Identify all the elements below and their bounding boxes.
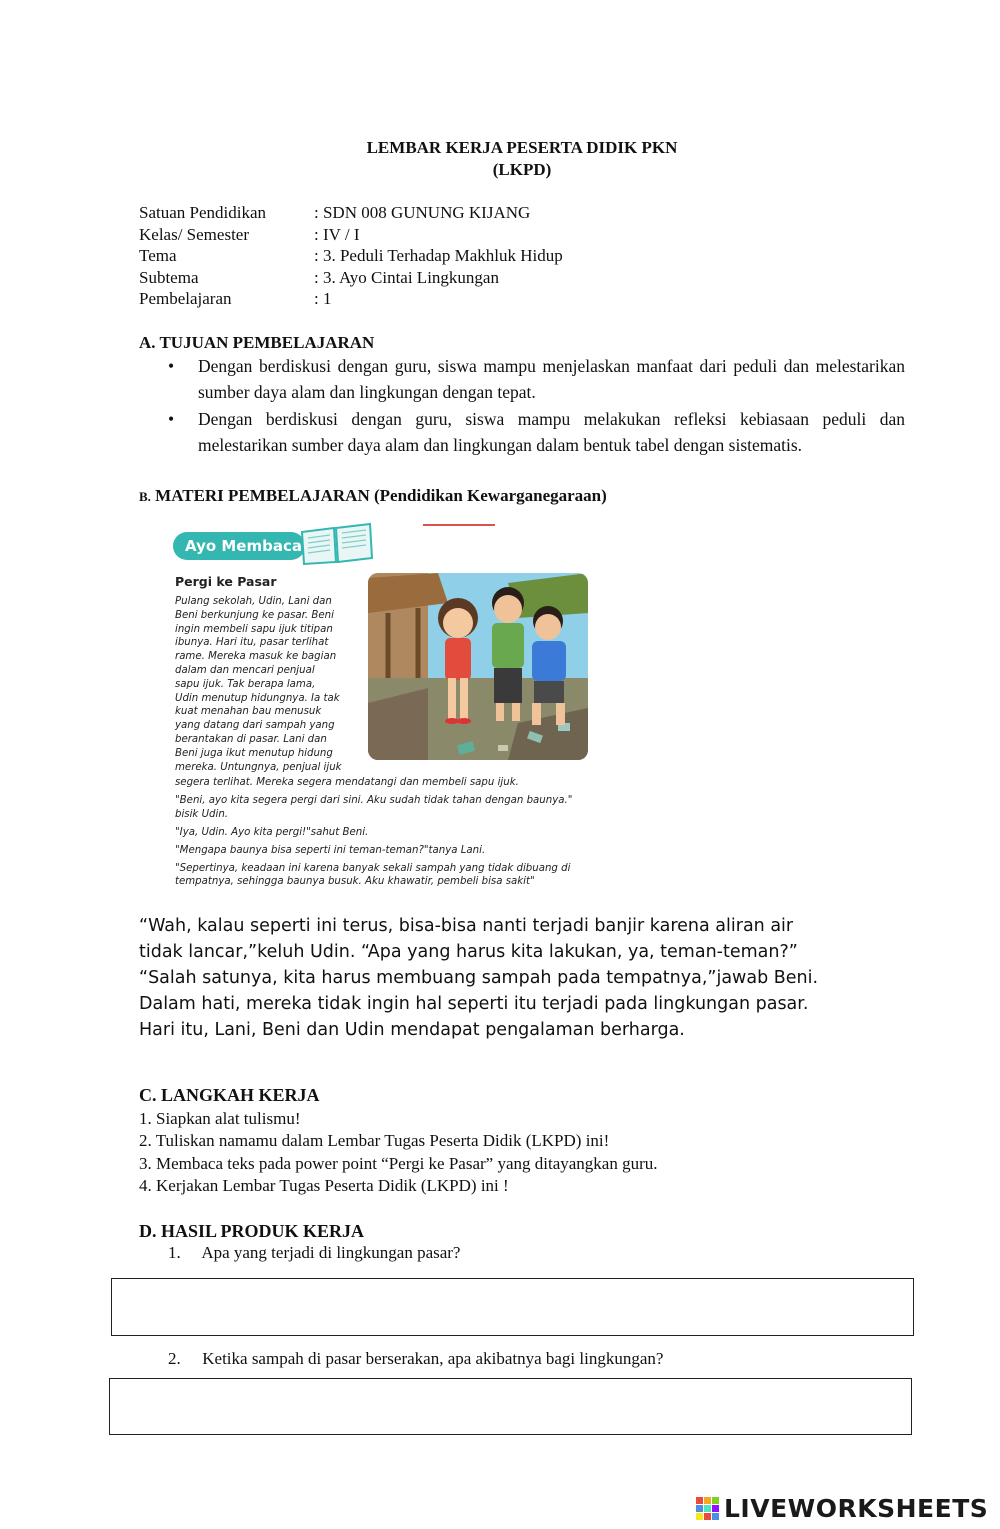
step-item: 4. Kerjakan Lembar Tugas Peserta Didik (LKPD) ini ! — [139, 1176, 509, 1195]
step-item: 1. Siapkan alat tulismu! — [139, 1109, 301, 1128]
step-item: 3. Membaca teks pada power point “Pergi ke Pasar” yang ditayangkan guru. — [139, 1154, 658, 1173]
section-b-title: MATERI PEMBELAJARAN (Pendidikan Kewarganegaraan) — [155, 486, 607, 505]
section-a-heading: A. TUJUAN PEMBELAJARAN — [139, 333, 375, 352]
objective-text: Dengan berdiskusi dengan guru, siswa mampu menjelaskan manfaat dari peduli dan melestarikan sumber daya alam dan lingkungan dengan tepat. — [198, 356, 905, 402]
narrative-text — [139, 913, 859, 1043]
identity-label: Pembelajaran — [139, 289, 232, 308]
identity-row — [139, 288, 739, 310]
question-item — [168, 1349, 663, 1369]
story-line: kuat menahan bau menusuk — [175, 706, 322, 718]
section-b-prefix: B. — [139, 489, 151, 504]
story-line: dalam dan mencari penjual — [175, 664, 315, 676]
open-book-icon — [298, 522, 376, 566]
identity-value: : 3. Ayo Cintai Lingkungan — [314, 268, 499, 287]
section-d-heading: D. HASIL PRODUK KERJA — [139, 1221, 365, 1241]
story-line: Beni berkunjung ke pasar. Beni — [175, 609, 334, 621]
story-line: Udin menutup hidungnya. Ia tak — [175, 692, 340, 704]
identity-value: : 3. Peduli Terhadap Makhluk Hidup — [314, 246, 563, 265]
reading-excerpt — [170, 518, 590, 898]
section-c-heading: C. LANGKAH KERJA — [139, 1085, 320, 1105]
liveworksheets-logo — [696, 1494, 996, 1524]
market-illustration — [368, 573, 588, 760]
story-line: Beni juga ikut menutup hidung — [175, 747, 333, 759]
objective-item — [168, 353, 905, 405]
liveworksheets-logo-text: LIVEWORKSHEETS — [724, 1494, 989, 1523]
document-subtitle: (LKPD) — [492, 160, 552, 179]
story-line: rame. Mereka masuk ke bagian — [175, 651, 337, 663]
identity-value: : 1 — [314, 289, 332, 308]
identity-value: : IV / I — [314, 225, 360, 244]
question-number: 2. — [168, 1349, 181, 1368]
ayo-membaca-badge: Ayo Membaca — [173, 532, 305, 560]
dialogue-line: "Sepertinya, keadaan ini karena banyak sekali sampah yang tidak dibuang di tempatnya, sehingga baunya busuk. Aku khawatir, pembeli bisa sakit" — [175, 862, 571, 887]
identity-row — [139, 245, 739, 267]
objective-text: Dengan berdiskusi dengan guru, siswa mampu melakukan refleksi kebiasaan peduli dan melestarikan sumber daya alam dan lingkungan dalam bentuk tabel dengan sistematis. — [198, 409, 905, 455]
bullet-icon: • — [168, 409, 175, 429]
dialogue-line: "Iya, Udin. Ayo kita pergi!"sahut Beni. — [175, 826, 369, 838]
story-dialogue — [175, 776, 595, 893]
narrative-line: Hari itu, Lani, Beni dan Udin mendapat pengalaman berharga. — [139, 1020, 685, 1040]
identity-label: Kelas/ Semester — [139, 225, 249, 244]
story-line: berantakan di pasar. Lani dan — [175, 733, 327, 745]
question-text: Apa yang terjadi di lingkungan pasar? — [201, 1243, 461, 1262]
story-line: ingin membeli sapu ijuk titipan — [175, 623, 333, 635]
story-paragraph — [175, 595, 353, 774]
document-title: LEMBAR KERJA PESERTA DIDIK PKN — [366, 138, 678, 157]
question-number: 1. — [168, 1243, 181, 1262]
answer-field-1[interactable] — [111, 1278, 914, 1336]
identity-label: Satuan Pendidikan — [139, 203, 267, 222]
story-line: Pulang sekolah, Udin, Lani dan — [175, 596, 332, 607]
story-title: Pergi ke Pasar — [175, 574, 277, 589]
story-line: sapu ijuk. Tak berapa lama, — [175, 678, 316, 690]
narrative-line: Dalam hati, mereka tidak ingin hal seperti itu terjadi pada lingkungan pasar. — [139, 994, 809, 1014]
identity-row — [139, 224, 739, 246]
identity-row — [139, 267, 739, 289]
objective-item — [168, 406, 905, 458]
dialogue-line: "Beni, ayo kita segera pergi dari sini. Aku sudah tidak tahan dengan baunya." bisik Udin. — [175, 795, 573, 820]
question-item — [168, 1243, 460, 1263]
narrative-line: “Salah satunya, kita harus membuang sampah pada tempatnya,”jawab Beni. — [139, 968, 819, 988]
identity-label: Subtema — [139, 268, 199, 287]
narrative-line: “Wah, kalau seperti ini terus, bisa-bisa nanti terjadi banjir karena aliran air — [139, 916, 794, 936]
dialogue-line: segera terlihat. Mereka segera mendatangi dan membeli sapu ijuk. — [175, 777, 519, 788]
question-text: Ketika sampah di pasar berserakan, apa akibatnya bagi lingkungan? — [202, 1349, 664, 1368]
section-b-heading — [139, 486, 607, 506]
narrative-line: tidak lancar,”keluh Udin. “Apa yang harus kita lakukan, ya, teman-teman?” — [139, 942, 798, 962]
liveworksheets-logo-icon — [696, 1497, 720, 1521]
story-line: yang datang dari sampah yang — [175, 720, 335, 732]
bullet-icon: • — [168, 356, 175, 376]
story-line: ibunya. Hari itu, pasar terlihat — [175, 637, 329, 649]
answer-field-2[interactable] — [109, 1378, 912, 1435]
identity-row — [139, 202, 739, 224]
identity-value: : SDN 008 GUNUNG KIJANG — [314, 203, 531, 222]
identity-label: Tema — [139, 246, 177, 265]
step-item: 2. Tuliskan namamu dalam Lembar Tugas Peserta Didik (LKPD) ini! — [139, 1131, 610, 1150]
story-line: mereka. Untungnya, penjual ijuk — [175, 761, 342, 773]
dialogue-line: "Mengapa baunya bisa seperti ini teman-teman?"tanya Lani. — [175, 844, 486, 856]
red-underline-mark — [423, 524, 495, 526]
